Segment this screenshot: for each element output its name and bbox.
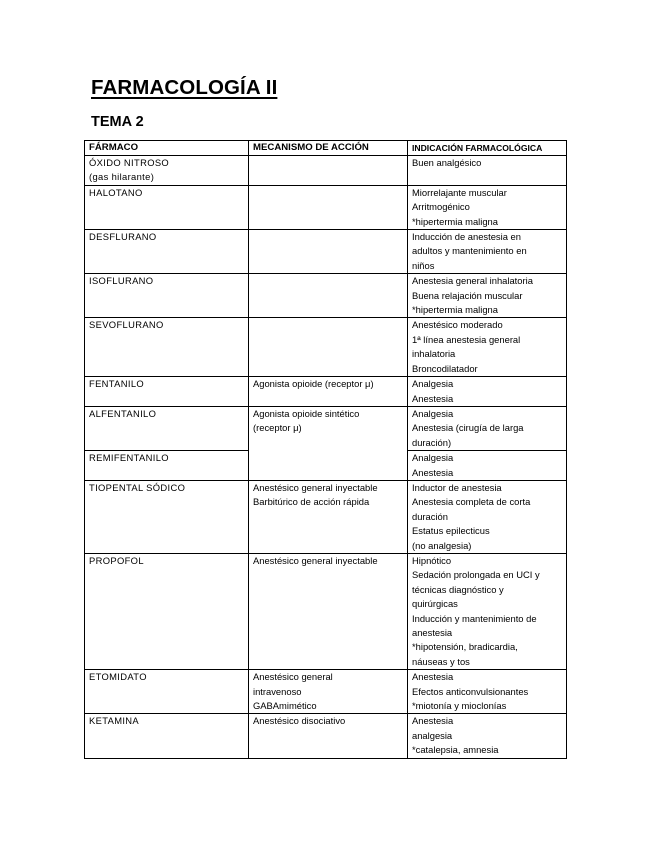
- indication-text: Miorrelajante muscular: [412, 186, 507, 198]
- cell-indication: [408, 318, 567, 377]
- indication-text: Buena relajación muscular: [412, 289, 523, 301]
- mechanism-text: Agonista opioide (receptor μ): [253, 378, 374, 390]
- indication-text: *hipertermia maligna: [412, 215, 498, 227]
- cell-drug: [85, 480, 249, 553]
- mechanism-text: Anestésico disociativo: [253, 715, 346, 727]
- indication-text: 1ª línea anestesia general: [412, 333, 521, 345]
- indication-text: Anestesia completa de corta: [412, 496, 531, 508]
- indication-text: inhalatoria: [412, 348, 456, 360]
- indication-text: Anestesia: [412, 715, 454, 727]
- indication-text: Anestesia (cirugía de larga: [412, 422, 524, 434]
- indication-text: Estatus epilecticus: [412, 525, 490, 537]
- table-row: [85, 406, 567, 450]
- drug-text: ALFENTANILO: [89, 407, 157, 419]
- cell-mechanism: [249, 156, 408, 186]
- drug-text: (gas hilarante): [89, 171, 155, 183]
- drug-text: DESFLURANO: [89, 231, 157, 243]
- indication-text: *catalepsia, amnesia: [412, 744, 499, 756]
- mechanism-text: Agonista opioide sintético: [253, 407, 360, 419]
- drug-text: TIOPENTAL SÓDICO: [89, 481, 186, 493]
- cell-mechanism: [249, 230, 408, 274]
- table-row: [85, 230, 567, 274]
- mechanism-text: Barbitúrico de acción rápida: [253, 496, 370, 508]
- header-indication: INDICACIÓN FARMACOLÓGICA: [408, 141, 567, 156]
- drug-text: SEVOFLURANO: [89, 319, 164, 331]
- indication-text: (no analgesia): [412, 539, 472, 551]
- indication-text: Efectos anticonvulsionantes: [412, 685, 529, 697]
- indication-text: adultos y mantenimiento en: [412, 245, 527, 257]
- indication-text: Analgesia: [412, 378, 454, 390]
- table-row: [85, 714, 567, 758]
- cell-indication: [408, 377, 567, 407]
- cell-drug: [85, 670, 249, 714]
- indication-text: *miotonía y mioclonías: [412, 700, 507, 712]
- indication-text: niños: [412, 259, 435, 271]
- mechanism-text: Anestésico general inyectable: [253, 554, 378, 566]
- cell-indication: [408, 670, 567, 714]
- indication-text: duración): [412, 436, 452, 448]
- cell-drug: [85, 230, 249, 274]
- indication-text: Buen analgésico: [412, 157, 482, 168]
- drug-text: REMIFENTANILO: [89, 452, 169, 464]
- cell-drug: [85, 377, 249, 407]
- cell-indication: [408, 714, 567, 758]
- cell-indication: [408, 553, 567, 669]
- table-body: [85, 156, 567, 759]
- cell-indication: [408, 406, 567, 450]
- pharmacology-table: [84, 140, 567, 759]
- header-mechanism: MECANISMO DE ACCIÓN: [249, 141, 408, 156]
- cell-drug: [85, 318, 249, 377]
- table-row: [85, 274, 567, 318]
- table-row: [85, 553, 567, 669]
- mechanism-text: intravenoso: [253, 685, 302, 697]
- table-row: [85, 480, 567, 553]
- section-title: TEMA 2: [91, 114, 144, 130]
- mechanism-text: GABAmimético: [253, 700, 317, 712]
- indication-text: *hipertermia maligna: [412, 304, 498, 316]
- indication-text: *hipotensión, bradicardia,: [412, 641, 518, 653]
- mechanism-text: Anestésico general: [253, 671, 333, 683]
- cell-indication: [408, 230, 567, 274]
- cell-drug: [85, 185, 249, 229]
- indication-text: náuseas y tos: [412, 655, 470, 667]
- table-header-row: [85, 141, 567, 156]
- indication-text: Inducción y mantenimiento de: [412, 612, 537, 624]
- drug-text: KETAMINA: [89, 715, 140, 727]
- table-row: [85, 156, 567, 186]
- drug-text: FENTANILO: [89, 378, 145, 390]
- indication-text: duración: [412, 510, 448, 522]
- cell-indication: [408, 274, 567, 318]
- mechanism-text: Anestésico general inyectable: [253, 481, 378, 493]
- indication-text: técnicas diagnóstico y: [412, 583, 504, 595]
- cell-drug: [85, 553, 249, 669]
- cell-mechanism: [249, 714, 408, 758]
- cell-drug: [85, 451, 249, 481]
- drug-text: HALOTANO: [89, 186, 143, 198]
- drug-text: ISOFLURANO: [89, 275, 154, 287]
- indication-text: analgesia: [412, 729, 453, 741]
- cell-drug: [85, 274, 249, 318]
- indication-text: anestesia: [412, 627, 453, 638]
- indication-text: Inducción de anestesia en: [412, 231, 521, 243]
- header-drug: FÁRMACO: [85, 141, 249, 156]
- indication-text: Hipnótico: [412, 554, 452, 566]
- cell-drug: [85, 156, 249, 186]
- indication-text: Anestesia general inhalatoria: [412, 275, 533, 287]
- indication-text: Anestésico moderado: [412, 319, 503, 331]
- drug-text: ETOMIDATO: [89, 671, 147, 683]
- drug-text: PROPOFOL: [89, 554, 144, 566]
- cell-indication: [408, 156, 567, 186]
- indication-text: Analgesia: [412, 452, 454, 464]
- cell-mechanism: [249, 553, 408, 669]
- cell-indication: [408, 185, 567, 229]
- table-row: [85, 318, 567, 377]
- indication-text: Broncodilatador: [412, 362, 478, 374]
- indication-text: quirúrgicas: [412, 598, 458, 610]
- indication-text: Anestesia: [412, 466, 454, 478]
- indication-text: Inductor de anestesia: [412, 481, 502, 493]
- indication-text: Anestesia: [412, 671, 454, 683]
- drug-text: ÓXIDO NITROSO: [89, 157, 170, 168]
- cell-mechanism: [249, 377, 408, 407]
- page-title: FARMACOLOGÍA II: [91, 76, 278, 99]
- cell-mechanism: [249, 318, 408, 377]
- indication-text: Arritmogénico: [412, 201, 470, 213]
- cell-mechanism: [249, 274, 408, 318]
- cell-mechanism: [249, 185, 408, 229]
- cell-mechanism: [249, 406, 408, 480]
- cell-indication: [408, 480, 567, 553]
- table-row: [85, 670, 567, 714]
- indication-text: Analgesia: [412, 407, 454, 419]
- cell-drug: [85, 714, 249, 758]
- indication-text: Sedación prolongada en UCI y: [412, 569, 540, 581]
- indication-text: Anestesia: [412, 392, 454, 404]
- mechanism-text: (receptor μ): [253, 422, 302, 434]
- table-row: [85, 377, 567, 407]
- cell-mechanism: [249, 480, 408, 553]
- cell-mechanism: [249, 670, 408, 714]
- table-row: [85, 185, 567, 229]
- cell-indication: [408, 451, 567, 481]
- cell-drug: [85, 406, 249, 450]
